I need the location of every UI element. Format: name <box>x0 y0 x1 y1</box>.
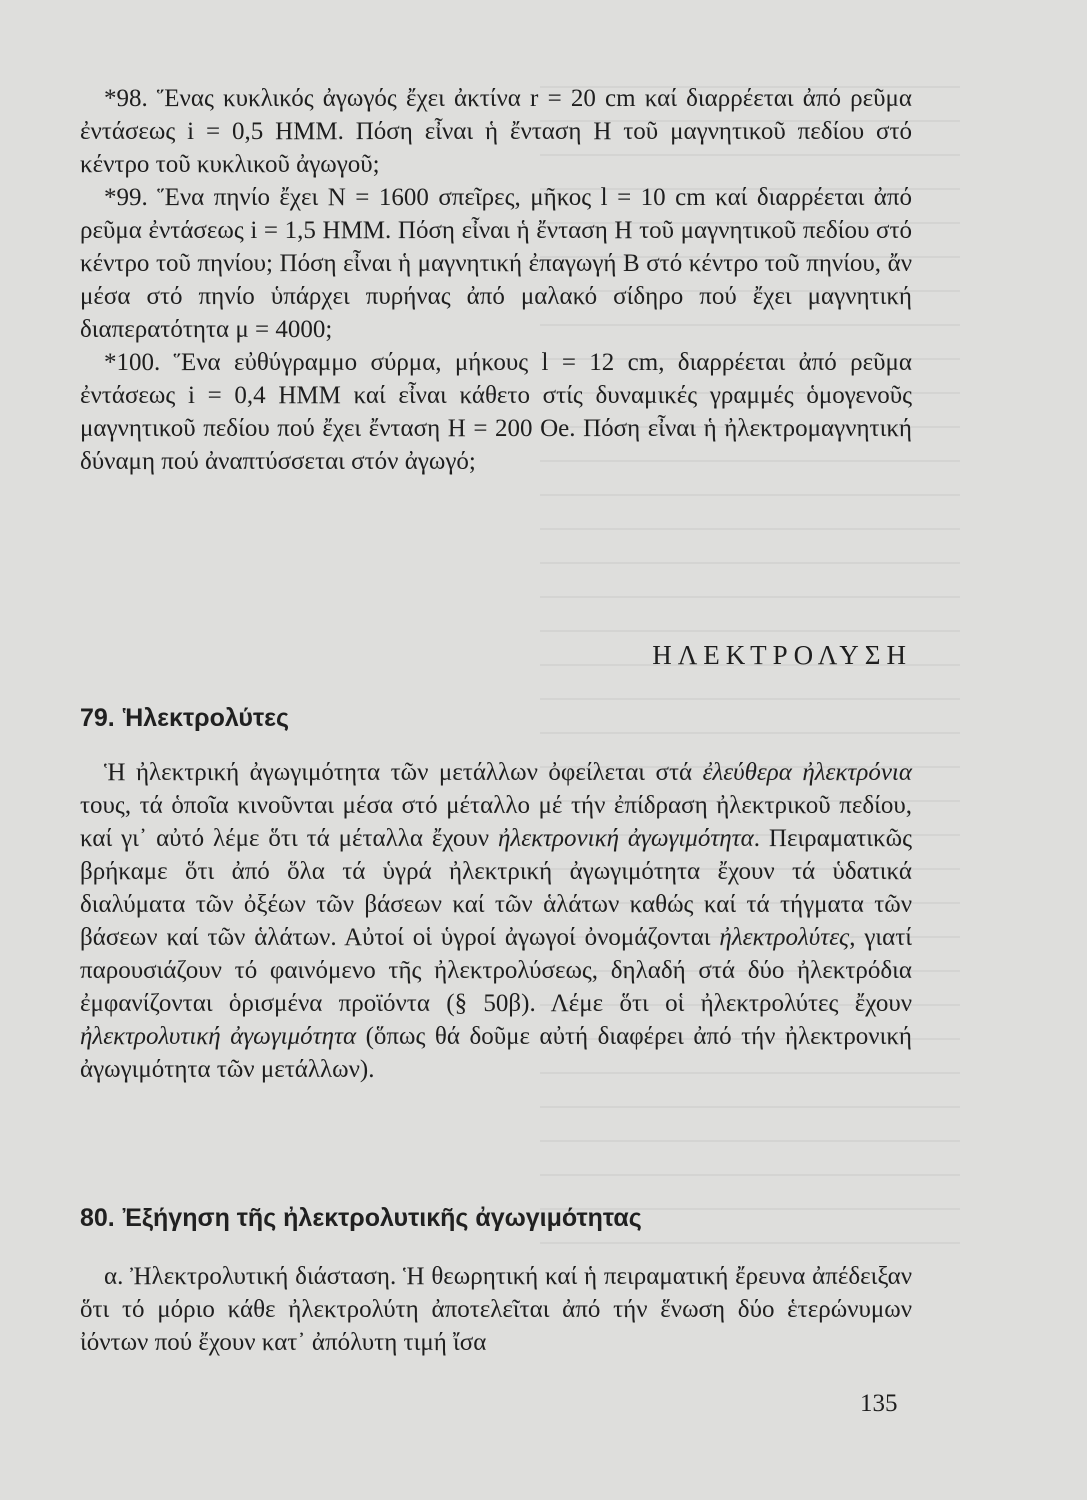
section-79-heading <box>80 704 289 733</box>
emphasis-electronic-conductivity: ἠλεκτρονική ἀγωγιμότητα <box>498 825 754 852</box>
section-80-number: 80. <box>80 1204 115 1232</box>
section-79-body <box>80 756 912 1086</box>
text-run: . Πειραματικῶς βρήκαμε ὅτι ἀπό ὅλα τά ὑγρά ἠλεκτρική ἀγωγιμότητα ἔχουν τά ὑδατικά διαλύματα τῶν ὀξέων τῶν βάσεων καί τῶν ἁλάτων καθώς καί τά τήγματα τῶν βάσεων καί τῶν ἁλάτων. Αὐτοί οἱ ὑγροί ἀγωγοί ὀνομάζονται <box>80 825 912 951</box>
section-79-title: Ἡλεκτρολύτες <box>122 704 289 732</box>
text-run: (ὅπως θά δοῦμε αὐτή διαφέρει ἀπό τήν ἠλεκτρονική ἀγωγιμότητα τῶν μετάλλων). <box>80 1023 912 1083</box>
section-80-paragraph <box>80 1260 912 1359</box>
chapter-title: ΗΛΕΚΤΡΟΛΥΣΗ <box>652 640 912 670</box>
text-run: Ἡ ἠλεκτρική ἀγωγιμότητα τῶν μετάλλων ὀφείλεται στά <box>104 759 703 786</box>
exercise-98: *98. Ἕνας κυκλικός ἀγωγός ἔχει ἀκτίνα r = 20 cm καί διαρρέεται ἀπό ρεῦμα ἐντάσεως i = 0,5 ΗΜΜ. Πόση εἶναι ἡ ἔνταση Η τοῦ μαγνητικοῦ πεδίου στό κέντρο τοῦ κυκλικοῦ ἀγωγοῦ; <box>80 85 912 178</box>
section-79-paragraph <box>80 756 912 1086</box>
subsection-label: α. Ἠλεκτρολυτική διάσταση. <box>104 1263 397 1290</box>
text-run: Ἡ θεωρητική καί ἡ πειραματική ἔρευνα ἀπέδειξαν ὅτι τό μόριο κάθε ἠλεκτρολύτη ἀποτελεῖται ἀπό τήν ἕνωση δύο ἑτερώνυμων ἰόντων πού ἔχουν κατ᾽ ἀπόλυτη τιμή ἴσα <box>80 1263 913 1356</box>
text-run: τους, τά ὁποῖα κινοῦνται μέσα στό μέταλλο μέ τήν ἐπίδραση ἠλεκτρικοῦ πεδίου, καί γι᾽ αὐτό λέμε ὅτι τά μέταλλα ἔχουν <box>80 792 912 852</box>
text-run: , γιατί παρουσιάζουν τό φαινόμενο τῆς ἠλεκτρολύσεως, δηλαδή στά δύο ἠλεκτρόδια ἐμφανίζονται ὁρισμένα προϊόντα (§ 50β). Λέμε ὅτι οἱ ἠλεκτρολύτες ἔχουν <box>80 924 912 1017</box>
exercises-block <box>80 82 912 478</box>
section-80-heading <box>80 1204 642 1233</box>
emphasis-electrolytic-conductivity: ἠλεκτρολυτική ἀγωγιμότητα <box>80 1023 357 1050</box>
section-80-body <box>80 1260 912 1359</box>
emphasis-electrolytes: ἠλεκτρολύτες <box>719 924 850 951</box>
section-80-title: Ἐξήγηση τῆς ἠλεκτρολυτικῆς ἀγωγιμότητας <box>122 1204 642 1232</box>
exercise-99: *99. Ἕνα πηνίο ἔχει Ν = 1600 σπεῖρες, μῆκος l = 10 cm καί διαρρέεται ἀπό ρεῦμα ἐντάσεως i = 1,5 ΗΜΜ. Πόση εἶναι ἡ ἔνταση Η τοῦ μαγνητικοῦ πεδίου στό κέντρο τοῦ πηνίου; Πόση εἶναι ἡ μαγνητική ἐπαγωγή Β στό κέντρο τοῦ πηνίου, ἄν μέσα στό πηνίο ὑπάρχει πυρήνας ἀπό μαλακό σίδηρο πού ἔχει μαγνητική διαπερατότητα μ = 4000; <box>80 184 912 343</box>
section-79-number: 79. <box>80 704 115 732</box>
exercise-100: *100. Ἕνα εὐθύγραμμο σύρμα, μήκους l = 12 cm, διαρρέεται ἀπό ρεῦμα ἐντάσεως i = 0,4 ΗΜΜ καί εἶναι κάθετο στίς δυναμικές γραμμές ὁμογενοῦς μαγνητικοῦ πεδίου πού ἔχει ἔνταση Η = 200 Oe. Πόση εἶναι ἡ ἠλεκτρομαγνητική δύναμη πού ἀναπτύσσεται στόν ἀγωγό; <box>80 349 912 475</box>
page-number: 135 <box>860 1390 898 1417</box>
emphasis-free-electrons: ἐλεύθερα ἠλεκτρόνια <box>702 759 913 786</box>
